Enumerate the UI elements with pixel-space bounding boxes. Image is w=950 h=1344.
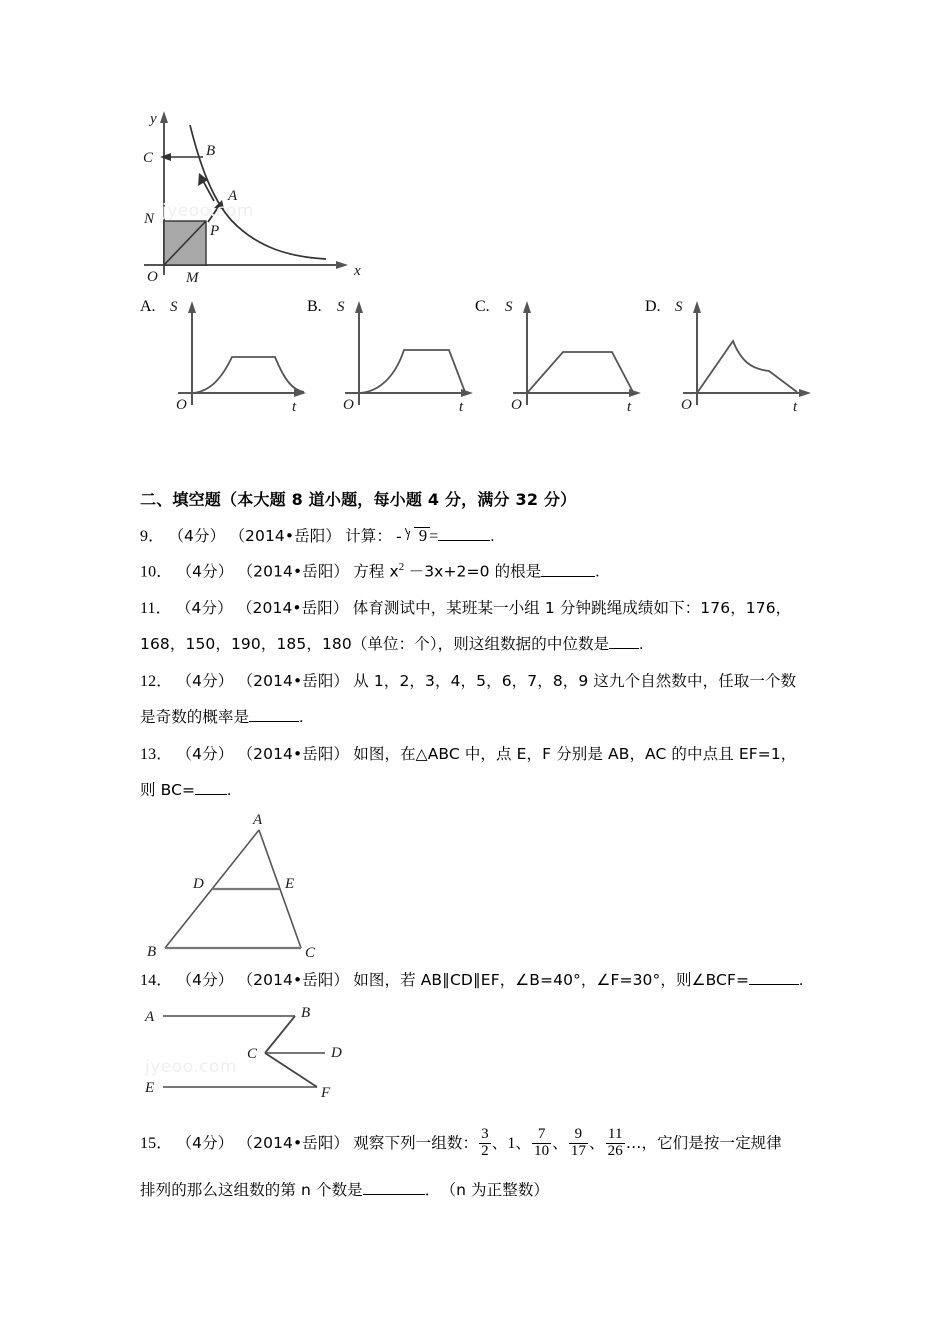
- question-11-line1: [140, 598, 791, 618]
- parallel-label-E: E: [145, 1080, 155, 1096]
- sequence-term-1: $\frac{3}{2}$: [481, 1126, 489, 1159]
- point-label-C: C: [143, 150, 154, 166]
- q10-score: （4分）: [176, 562, 234, 581]
- parallel-label-F: F: [321, 1085, 331, 1101]
- sequence-sep-1: 、: [491, 1134, 508, 1153]
- choice-B-xlabel: t: [459, 399, 464, 413]
- figure-triangle-midsegment: [135, 808, 385, 963]
- point-label-M: M: [186, 270, 199, 285]
- q13-answer-blank[interactable]: [195, 794, 227, 795]
- q10-number: 10．: [140, 563, 173, 581]
- question-15-line2: [140, 1180, 549, 1200]
- point-label-O: O: [147, 269, 158, 285]
- q12-answer-blank[interactable]: [249, 721, 299, 722]
- choice-A-origin: O: [176, 397, 187, 413]
- triangle-label-D: D: [193, 876, 204, 892]
- q14-period: .: [799, 972, 804, 989]
- watermark: jyeoo.com: [162, 201, 254, 221]
- choice-B-ylabel: S: [337, 299, 345, 315]
- q11-answer-blank[interactable]: [609, 648, 639, 649]
- q10-period: .: [595, 563, 600, 581]
- choice-B-origin: O: [343, 397, 354, 413]
- question-15-line1: [140, 1128, 782, 1161]
- question-11-line2: [140, 634, 643, 654]
- choice-A[interactable]: [140, 293, 320, 413]
- watermark: jyeoo.com: [145, 1057, 237, 1077]
- q11-text-line1: 体育测试中，某班某一小组 1 分钟跳绳成绩如下：176，176，: [352, 599, 792, 617]
- choice-D-origin: O: [681, 397, 692, 413]
- q9-radicand: 9: [418, 526, 428, 545]
- choice-C-origin: O: [511, 397, 522, 413]
- q10-exponent: 2: [398, 561, 405, 573]
- q10-source: （2014•岳阳）: [237, 562, 350, 581]
- q15-score: （4分）: [176, 1134, 234, 1153]
- choice-C-letter: C.: [475, 298, 490, 315]
- axis-label-x: x: [354, 263, 361, 279]
- q9-equals: =: [429, 528, 439, 545]
- q14-answer-blank[interactable]: [749, 984, 799, 985]
- point-label-B: B: [206, 143, 216, 159]
- point-label-N: N: [144, 211, 155, 227]
- q9-score: （4分）: [168, 527, 226, 545]
- q14-score: （4分）: [176, 971, 234, 989]
- sequence-term-5: $\frac{11}{26}$: [607, 1126, 623, 1159]
- choice-B[interactable]: [307, 293, 487, 413]
- choice-A-letter: A.: [140, 298, 156, 315]
- q11-source: （2014•岳阳）: [236, 599, 349, 617]
- choice-A-svg: [140, 293, 320, 413]
- question-13-line1: [140, 744, 796, 764]
- q15-stem-b: 它们是按一定规律: [657, 1134, 782, 1153]
- q13-text-line2: 则 BC=: [140, 781, 196, 799]
- q12-score: （4分）: [176, 672, 234, 690]
- q13-score: （4分）: [176, 745, 234, 763]
- q9-minus: -: [396, 528, 402, 545]
- choice-C-svg: [475, 293, 655, 413]
- section-heading: 二、填空题（本大题 8 道小题，每小题 4 分，满分 32 分）: [140, 490, 577, 509]
- q11-text-line2: 168，150，190，185，180（单位：个），则这组数据的中位数是: [140, 635, 610, 653]
- choice-C-ylabel: S: [505, 299, 513, 315]
- sequence-term-4: $\frac{9}{17}$: [570, 1126, 587, 1159]
- choice-C-xlabel: t: [627, 399, 632, 413]
- parallel-label-D: D: [331, 1045, 342, 1061]
- q14-source: （2014•岳阳）: [237, 971, 350, 989]
- q11-score: （4分）: [175, 599, 233, 617]
- q9-source: （2014•岳阳）: [229, 527, 341, 545]
- q10-stem-a: 方程 x: [353, 562, 399, 581]
- q13-text-line1: 如图，在△ABC 中，点 E，F 分别是 AB，AC 的中点且 EF=1，: [353, 745, 797, 763]
- q12-period: .: [299, 709, 304, 726]
- choice-A-xlabel: t: [292, 399, 297, 413]
- q12-text-line1: 从 1，2，3，4，5，6，7，8，9 这九个自然数中，任取一个数: [353, 672, 797, 690]
- q15-number: 15．: [140, 1135, 173, 1153]
- figure-inverse-proportion: [140, 105, 380, 285]
- sequence-sep-2: 、: [515, 1134, 532, 1153]
- question-12-line2: [140, 707, 303, 727]
- q11-period: .: [639, 636, 644, 653]
- q15-stem-a: 观察下列一组数：: [353, 1134, 479, 1153]
- choice-B-svg: [307, 293, 487, 413]
- question-14-line1: [140, 970, 803, 990]
- triangle-svg: [135, 808, 385, 963]
- choice-D-xlabel: t: [793, 399, 798, 413]
- question-13-line2: [140, 780, 231, 800]
- q13-period: .: [227, 782, 232, 799]
- sequence-sep-3: 、: [552, 1134, 568, 1153]
- q9-period: .: [490, 528, 495, 545]
- q13-source: （2014•岳阳）: [237, 745, 350, 763]
- triangle-label-E: E: [285, 876, 295, 892]
- question-12-line1: [140, 671, 796, 691]
- q15-answer-blank[interactable]: [363, 1194, 425, 1195]
- choice-C[interactable]: [475, 293, 655, 413]
- question-10: [140, 561, 600, 582]
- sequence-ellipsis: …，: [625, 1134, 658, 1153]
- q9-number: 9．: [140, 528, 165, 545]
- choice-B-letter: B.: [307, 298, 322, 315]
- q11-number: 11．: [140, 600, 172, 617]
- q15-source: （2014•岳阳）: [237, 1134, 350, 1153]
- q9-stem: 计算：: [345, 527, 392, 545]
- triangle-label-B: B: [147, 944, 157, 960]
- triangle-label-A: A: [253, 812, 263, 828]
- sequence-sep-4: 、: [589, 1134, 605, 1153]
- q10-stem-b: －3x+2=0 的根是: [408, 562, 542, 581]
- choice-A-ylabel: S: [170, 299, 178, 315]
- q15-text-line2-tail: ． （n 为正整数）: [424, 1181, 550, 1199]
- triangle-label-C: C: [305, 945, 316, 961]
- parallel-label-B: B: [301, 1005, 311, 1021]
- q12-number: 12．: [140, 673, 173, 690]
- choice-D-svg: [645, 293, 825, 413]
- q12-source: （2014•岳阳）: [237, 672, 350, 690]
- choice-D-letter: D.: [645, 298, 661, 315]
- q13-number: 13．: [140, 746, 173, 763]
- point-label-A: A: [228, 188, 238, 204]
- choice-D-ylabel: S: [675, 299, 683, 315]
- q10-answer-blank[interactable]: [541, 576, 595, 577]
- point-label-P: P: [210, 223, 220, 239]
- sqrt-icon: [406, 525, 429, 546]
- q9-answer-blank[interactable]: [438, 540, 490, 541]
- q14-text-line1: 如图，若 AB∥CD∥EF，∠B=40°，∠F=30°，则∠BCF=: [353, 971, 750, 989]
- q14-number: 14．: [140, 972, 173, 989]
- figure-parallel-lines: [135, 1002, 395, 1122]
- question-9: [140, 525, 494, 546]
- q12-text-line2: 是奇数的概率是: [140, 708, 250, 726]
- q15-text-line2: 排列的那么这组数的第 n 个数是: [140, 1181, 363, 1199]
- parallel-label-A: A: [145, 1009, 155, 1025]
- sequence-term-2: 1: [507, 1135, 516, 1153]
- axis-label-y: y: [150, 111, 157, 127]
- sequence-term-3: $\frac{7}{10}$: [534, 1126, 550, 1159]
- inverse-proportion-svg: [140, 105, 380, 285]
- parallel-label-C: C: [247, 1046, 258, 1062]
- choice-D[interactable]: [645, 293, 825, 413]
